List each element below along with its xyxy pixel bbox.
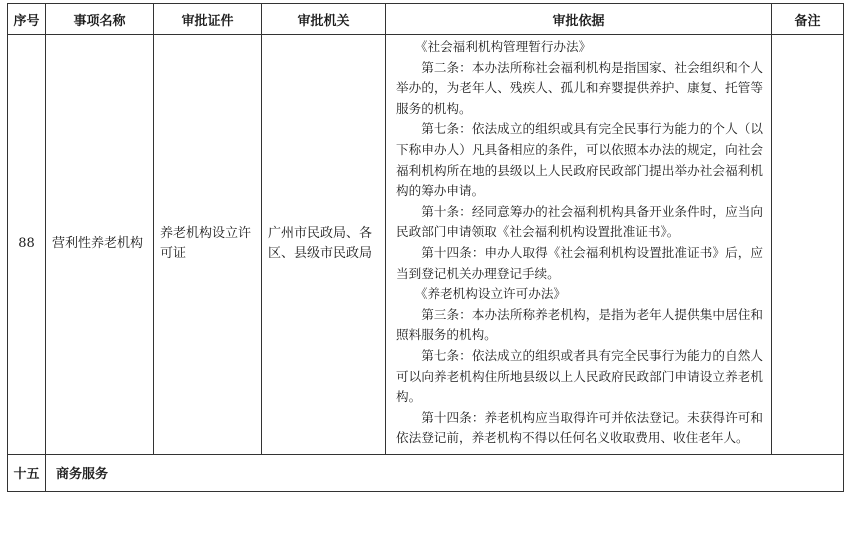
- header-org: 审批机关: [262, 4, 386, 35]
- header-note: 备注: [772, 4, 844, 35]
- header-basis: 审批依据: [386, 4, 772, 35]
- row-note: [772, 35, 844, 455]
- basis-clause: 第三条：本办法所称养老机构，是指为老年人提供集中居住和照料服务的机构。: [396, 306, 763, 343]
- row-name: 营利性养老机构: [46, 35, 154, 455]
- basis-clause: 第七条：依法成立的组织或者具有完全民事行为能力的自然人可以向养老机构住所地县级以上人民政府民政部门申请设立养老机构。: [396, 347, 763, 405]
- row-cert: 养老机构设立许可证: [154, 35, 262, 455]
- section-title: 商务服务: [46, 454, 844, 491]
- table-row: [8, 35, 844, 455]
- header-no: 序号: [8, 4, 46, 35]
- basis-clause: 第二条：本办法所称社会福利机构是指国家、社会组织和个人举办的，为老年人、残疾人、孤儿和弃婴提供养护、康复、托管等服务的机构。: [396, 59, 763, 116]
- basis-law-title: 《养老机构设立许可办法》: [414, 286, 567, 302]
- header-name: 事项名称: [46, 4, 154, 35]
- approval-table: [7, 3, 844, 492]
- basis-law-title: 《社会福利机构管理暂行办法》: [414, 39, 592, 54]
- basis-clause: 第七条：依法成立的组织或具有完全民事行为能力的个人（以下称申办人）凡具备相应的条件，可以依照本办法的规定，向社会福利机构所在地的县级以上人民政府民政部门提出举办社会福利机构的筹办申请。: [396, 121, 763, 199]
- header-cert: 审批证件: [154, 4, 262, 35]
- section-no: 十五: [8, 454, 46, 491]
- section-row: [8, 454, 844, 491]
- basis-clause: 第十条：经同意筹办的社会福利机构具备开业条件时，应当向民政部门申请领取《社会福利机构设置批准证书》。: [396, 203, 763, 240]
- row-org: 广州市民政局、各区、县级市民政局: [262, 35, 386, 455]
- basis-clause: 第十四条：养老机构应当取得许可并依法登记。未获得许可和依法登记前，养老机构不得以任何名义收取费用、收住老年人。: [396, 409, 763, 446]
- row-no: 88: [8, 35, 46, 455]
- basis-clause: 第十四条：申办人取得《社会福利机构设置批准证书》后，应当到登记机关办理登记手续。: [396, 244, 763, 281]
- row-basis: [386, 35, 772, 455]
- header-row: [8, 4, 844, 35]
